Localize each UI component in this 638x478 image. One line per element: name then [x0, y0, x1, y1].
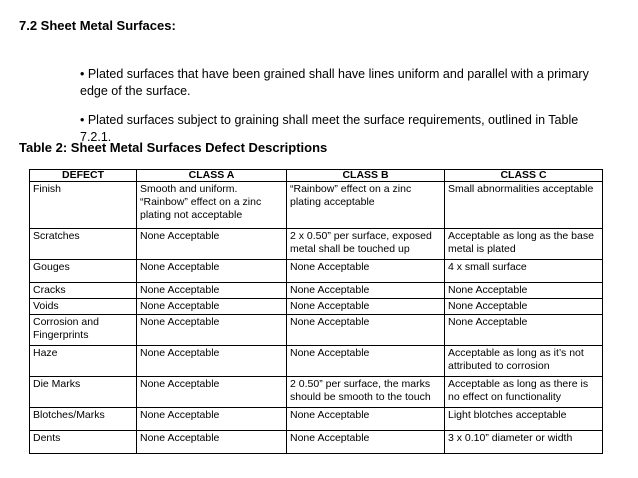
table-row: [30, 299, 603, 315]
table-cell: Acceptable as long as it’s not attributed to corrosion: [445, 346, 603, 377]
table-cell: None Acceptable: [445, 283, 603, 299]
table-cell: Small abnormalities acceptable: [445, 182, 603, 229]
table-cell: None Acceptable: [287, 283, 445, 299]
table-cell: Scratches: [30, 229, 137, 260]
table-cell: None Acceptable: [445, 315, 603, 346]
table-cell: None Acceptable: [137, 260, 287, 283]
table-cell: Acceptable as long as there is no effect on functionality: [445, 377, 603, 408]
table-cell: Dents: [30, 431, 137, 454]
table-cell: Finish: [30, 182, 137, 229]
bullet-item: • Plated surfaces that have been grained shall have lines uniform and parallel with a primary edge of the surface.: [80, 67, 589, 98]
table-cell: Blotches/Marks: [30, 408, 137, 431]
table-cell: Gouges: [30, 260, 137, 283]
table-cell: “Rainbow” effect on a zinc plating acceptable: [287, 182, 445, 229]
table-cell: Cracks: [30, 283, 137, 299]
table-cell: 3 x 0.10” diameter or width: [445, 431, 603, 454]
table-cell: Haze: [30, 346, 137, 377]
table-row: [30, 346, 603, 377]
header-class-b: CLASS B: [287, 170, 445, 182]
section-title: 7.2 Sheet Metal Surfaces:: [19, 18, 176, 33]
table-row: [30, 315, 603, 346]
table-cell: None Acceptable: [137, 315, 287, 346]
table-row: [30, 182, 603, 229]
table-cell: None Acceptable: [137, 377, 287, 408]
table-cell: Smooth and uniform. “Rainbow” effect on a zinc plating not acceptable: [137, 182, 287, 229]
table-cell: None Acceptable: [137, 283, 287, 299]
table-cell: Light blotches acceptable: [445, 408, 603, 431]
table-row: [30, 229, 603, 260]
table-row: [30, 377, 603, 408]
table-cell: None Acceptable: [287, 260, 445, 283]
table-cell: Corrosion and Fingerprints: [30, 315, 137, 346]
table-row: [30, 260, 603, 283]
table-cell: None Acceptable: [287, 299, 445, 315]
table-cell: None Acceptable: [287, 346, 445, 377]
defects-table: [29, 169, 603, 454]
table-cell: None Acceptable: [445, 299, 603, 315]
table-cell: None Acceptable: [137, 346, 287, 377]
table-row: [30, 283, 603, 299]
table-cell: Die Marks: [30, 377, 137, 408]
table-row: [30, 431, 603, 454]
table-cell: 2 0.50” per surface, the marks should be smooth to the touch: [287, 377, 445, 408]
table-cell: None Acceptable: [137, 431, 287, 454]
table-cell: None Acceptable: [287, 431, 445, 454]
header-class-c: CLASS C: [445, 170, 603, 182]
table-cell: None Acceptable: [287, 315, 445, 346]
table-cell: 2 x 0.50” per surface, exposed metal shall be touched up: [287, 229, 445, 260]
table-cell: None Acceptable: [137, 299, 287, 315]
table-cell: None Acceptable: [287, 408, 445, 431]
table-caption: Table 2: Sheet Metal Surfaces Defect Descriptions: [19, 140, 328, 155]
header-class-a: CLASS A: [137, 170, 287, 182]
table-row: [30, 408, 603, 431]
table-cell: None Acceptable: [137, 229, 287, 260]
header-defect: DEFECT: [30, 170, 137, 182]
table-cell: Acceptable as long as the base metal is plated: [445, 229, 603, 260]
table-cell: 4 x small surface: [445, 260, 603, 283]
table-cell: None Acceptable: [137, 408, 287, 431]
table-cell: Voids: [30, 299, 137, 315]
bullet-item: • Plated surfaces subject to graining shall meet the surface requirements, outlined in Table 7.2.1.: [80, 113, 579, 144]
table-header-row: [30, 170, 603, 182]
